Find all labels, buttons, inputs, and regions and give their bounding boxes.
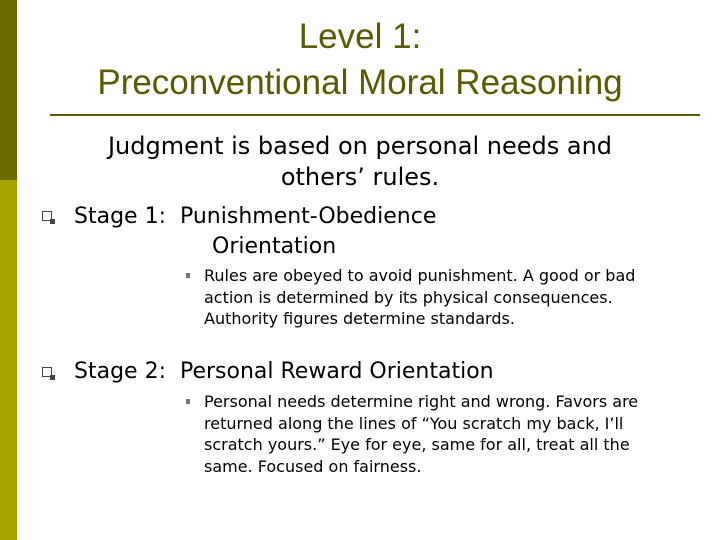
stage-1-heading	[74, 202, 436, 262]
title-divider	[50, 114, 700, 116]
slide-title	[30, 14, 690, 106]
small-bullet-icon	[186, 273, 190, 278]
stage-1-name-line-2: Orientation	[212, 234, 337, 259]
sidebar-bar-dark	[0, 0, 17, 180]
title-line-2: Preconventional Moral Reasoning	[97, 63, 623, 102]
stage-2-detail: Personal needs determine right and wrong. Favors are returned along the lines of “You scratch my back, I’ll scratch yours.” Eye for eye, same for all, treat all the same. Focused on fairness.	[204, 392, 639, 476]
stage-1-detail: Rules are obeyed to avoid punishment. A good or bad action is determined by its physical consequences. Authority figures determine standards.	[204, 266, 636, 328]
stage-2-label: Stage 2:	[74, 359, 166, 384]
square-bullet-icon	[42, 211, 52, 221]
small-bullet-icon	[186, 399, 190, 404]
subtitle-line-2: others’ rules.	[280, 163, 440, 191]
sidebar-bar-light	[0, 180, 17, 540]
stage-1-name: Punishment-Obedience	[179, 204, 437, 229]
stage-1-label: Stage 1:	[74, 204, 166, 229]
stage-2-heading	[74, 357, 494, 387]
slide-subtitle	[50, 131, 670, 193]
square-bullet-icon	[42, 367, 52, 377]
stage-2-name: Personal Reward Orientation	[179, 359, 494, 384]
title-line-1: Level 1:	[298, 17, 422, 56]
subtitle-line-1: Judgment is based on personal needs and	[107, 132, 613, 160]
